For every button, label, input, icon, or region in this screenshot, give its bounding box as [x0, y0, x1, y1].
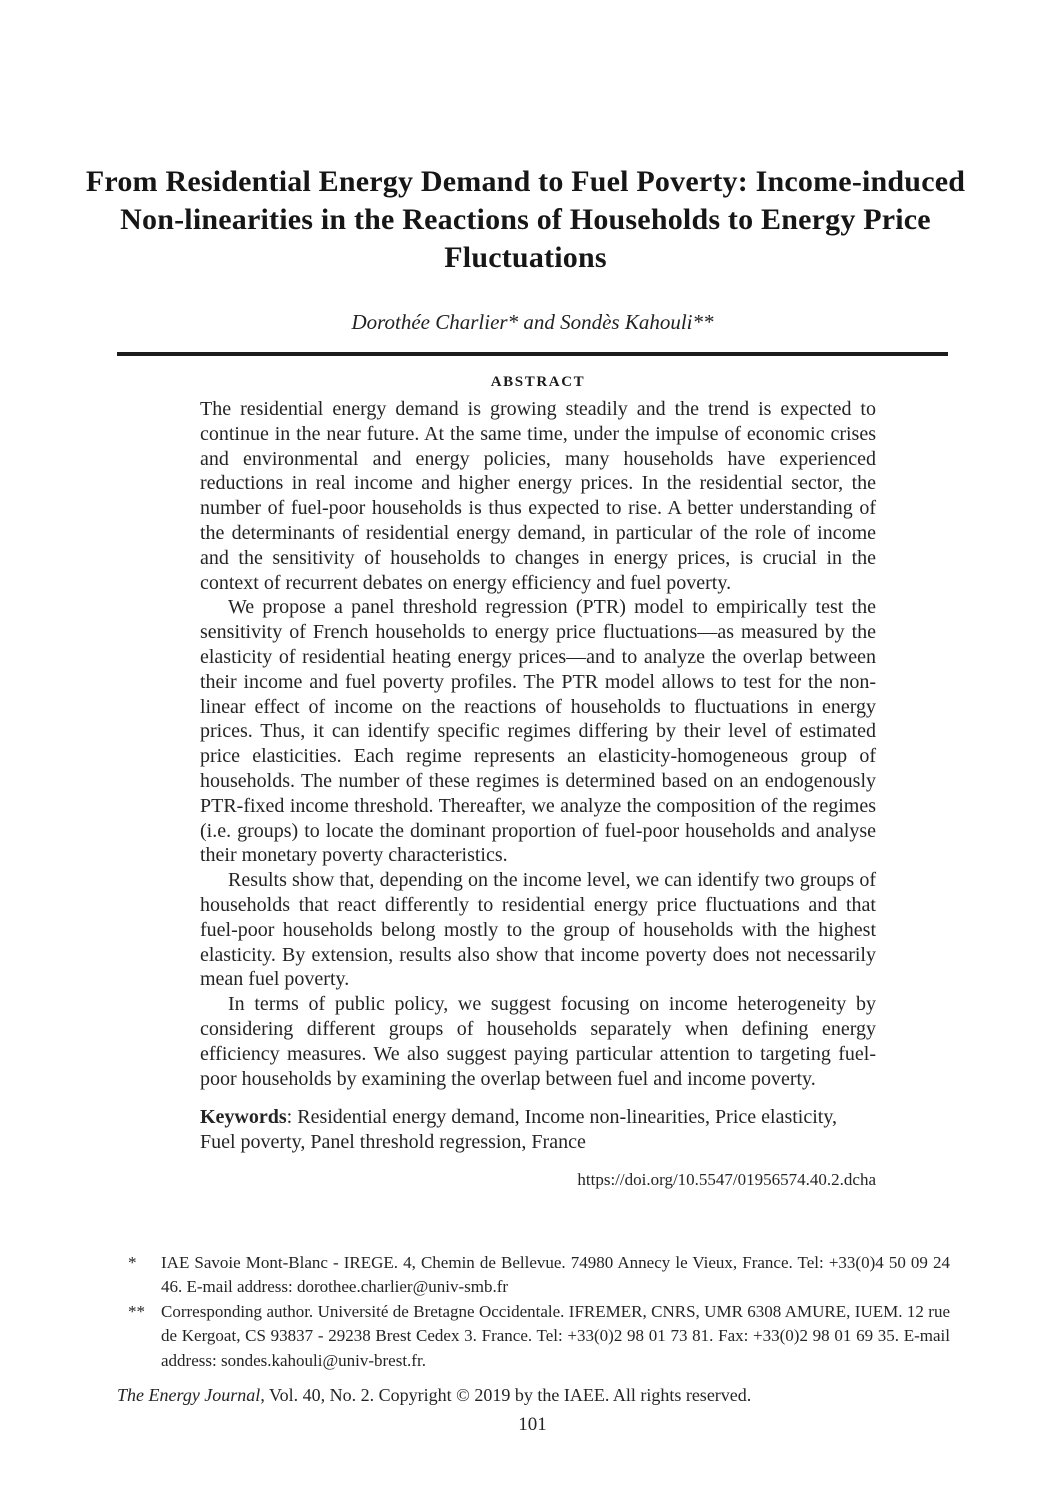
footnote-2 [117, 1300, 950, 1373]
journal-volume-copyright: , Vol. 40, No. 2. Copyright © 2019 by the IAEE. All rights reserved. [260, 1385, 752, 1405]
footnote-1-marker: * [128, 1253, 137, 1272]
journal-name: The Energy Journal [117, 1385, 261, 1405]
abstract-paragraph-2: We propose a panel threshold regression (PTR) model to empirically test the sensitivity of French households to energy price fluctuations—as measured by the elasticity of residential heating energy prices—and to analyze the overlap between their income and fuel poverty profiles. The PTR model allows to test for the non-linear effect of income on the reactions of households to fluctuations in energy prices. Thus, it can identify specific regimes differing by their level of estimated price elasticities. Each regime represents an elasticity-homogeneous group of households. The number of these regimes is determined based on an endogenously PTR-fixed income threshold. Thereafter, we analyze the composition of the regimes (i.e. groups) to locate the dominant proportion of fuel-poor households and analyse their monetary poverty characteristics. [200, 596, 876, 867]
keywords-label: Keywords [200, 1106, 287, 1129]
footnotes-block [117, 1251, 950, 1373]
paper-title-line-2: Non-linearities in the Reactions of Households to Energy Price [120, 203, 931, 236]
footnote-1-text: IAE Savoie Mont-Blanc - IREGE. 4, Chemin de Bellevue. 74980 Annecy le Vieux, France. Tel: +33(0)4 50 09 24 46. E-mail address: dorothee.charlier@univ-smb.fr [161, 1253, 950, 1297]
paper-title-line-1: From Residential Energy Demand to Fuel Poverty: Income-induced [85, 165, 966, 198]
footnote-1 [117, 1251, 950, 1300]
footnote-2-marker: ** [128, 1301, 145, 1321]
author-line: Dorothée Charlier* and Sondès Kahouli** [351, 310, 714, 334]
page-number: 101 [518, 1414, 547, 1435]
abstract-paragraph-3: Results show that, depending on the income level, we can identify two groups of households that react differently to residential energy price fluctuations and that fuel-poor households belong mostly to the group of households with the highest elasticity. By extension, results also show that income poverty does not necessarily mean fuel poverty. [200, 869, 876, 991]
paper-title-line-3: Fluctuations [444, 241, 607, 274]
abstract-paragraph-4: In terms of public policy, we suggest focusing on income heterogeneity by considering different groups of households separately when defining energy efficiency measures. We also suggest paying particular attention to targeting fuel-poor households by examining the overlap between fuel and income poverty. [200, 993, 876, 1090]
journal-copyright-line [117, 1385, 950, 1406]
paper-title [60, 163, 991, 277]
footnote-2-text: Corresponding author. Université de Bretagne Occidentale. IFREMER, CNRS, UMR 6308 AMURE, IUEM. 12 rue de Kergoat, CS 93837 - 29238 Brest Cedex 3. France. Tel: +33(0)2 98 01 73 81. Fax: +33(0)2 98 01 69 35. E-mail address: sondes.kahouli@univ-brest.fr. [161, 1301, 950, 1370]
abstract-paragraph-1: The residential energy demand is growing steadily and the trend is expected to continue in the near future. At the same time, under the impulse of economic crises and environmental and energy policies, many households have experienced reductions in real income and higher energy prices. In the residential sector, the number of fuel-poor households is thus expected to rise. A better understanding of the determinants of residential energy demand, in particular of the role of income and the sensitivity of households to changes in energy prices, is crucial in the context of recurrent debates on energy efficiency and fuel poverty. [200, 398, 876, 594]
abstract-body [200, 397, 876, 1193]
abstract-heading: ABSTRACT [490, 374, 586, 390]
doi-link[interactable]: https://doi.org/10.5547/01956574.40.2.dcha [577, 1169, 876, 1189]
keywords-paragraph [200, 1105, 876, 1155]
keywords-text: : Residential energy demand, Income non-linearities, Price elasticity, Fuel poverty, Panel threshold regression, France [200, 1106, 838, 1154]
title-separator-rule [117, 352, 948, 356]
